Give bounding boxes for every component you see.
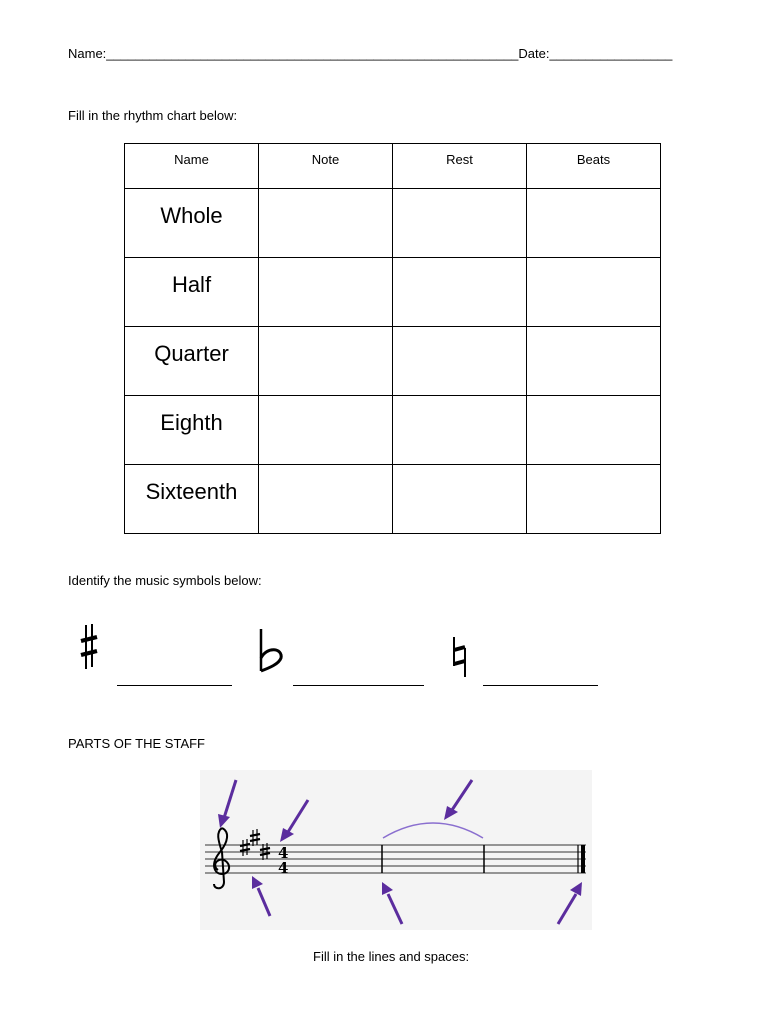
beats-cell[interactable] (527, 396, 661, 465)
name-date-header (68, 46, 672, 61)
staff-caption: Fill in the lines and spaces: (313, 949, 470, 964)
row-name-cell: Whole (125, 189, 259, 258)
flat-icon (255, 628, 287, 674)
natural-answer-line[interactable] (483, 685, 598, 686)
name-field[interactable]: _________________________________________________________ (106, 46, 519, 61)
rhythm-header-row (125, 144, 661, 189)
date-label: Date: (518, 46, 550, 61)
flat-answer-line[interactable] (293, 685, 424, 686)
time-signature-bottom: 4 (278, 859, 289, 877)
table-row (125, 465, 661, 534)
table-row (125, 258, 661, 327)
table-row (125, 396, 661, 465)
row-name-cell: Half (125, 258, 259, 327)
note-cell[interactable] (259, 189, 393, 258)
column-header-rest: Rest (393, 144, 527, 189)
time-signature-top: 4 (278, 844, 289, 862)
name-label: Name: (68, 46, 107, 61)
row-name-cell: Quarter (125, 327, 259, 396)
beats-cell[interactable] (527, 327, 661, 396)
staff-diagram (200, 770, 592, 930)
table-row (125, 189, 661, 258)
row-name-cell: Eighth (125, 396, 259, 465)
staff-heading: PARTS OF THE STAFF (68, 736, 205, 751)
rhythm-instruction: Fill in the rhythm chart below: (68, 108, 238, 123)
beats-cell[interactable] (527, 189, 661, 258)
column-header-note: Note (259, 144, 393, 189)
beats-cell[interactable] (527, 465, 661, 534)
table-row (125, 327, 661, 396)
column-header-beats: Beats (527, 144, 661, 189)
rhythm-chart (124, 143, 661, 534)
rest-cell[interactable] (393, 396, 527, 465)
natural-icon (450, 636, 470, 678)
note-cell[interactable] (259, 465, 393, 534)
date-field[interactable]: _________________ (549, 46, 673, 61)
sharp-icon (78, 623, 100, 671)
sharp-answer-line[interactable] (117, 685, 232, 686)
row-name-cell: Sixteenth (125, 465, 259, 534)
staff-background (200, 770, 592, 930)
note-cell[interactable] (259, 258, 393, 327)
note-cell[interactable] (259, 327, 393, 396)
rest-cell[interactable] (393, 189, 527, 258)
note-cell[interactable] (259, 396, 393, 465)
beats-cell[interactable] (527, 258, 661, 327)
symbols-instruction: Identify the music symbols below: (68, 573, 262, 588)
column-header-name: Name (125, 144, 259, 189)
rest-cell[interactable] (393, 465, 527, 534)
rest-cell[interactable] (393, 327, 527, 396)
rest-cell[interactable] (393, 258, 527, 327)
